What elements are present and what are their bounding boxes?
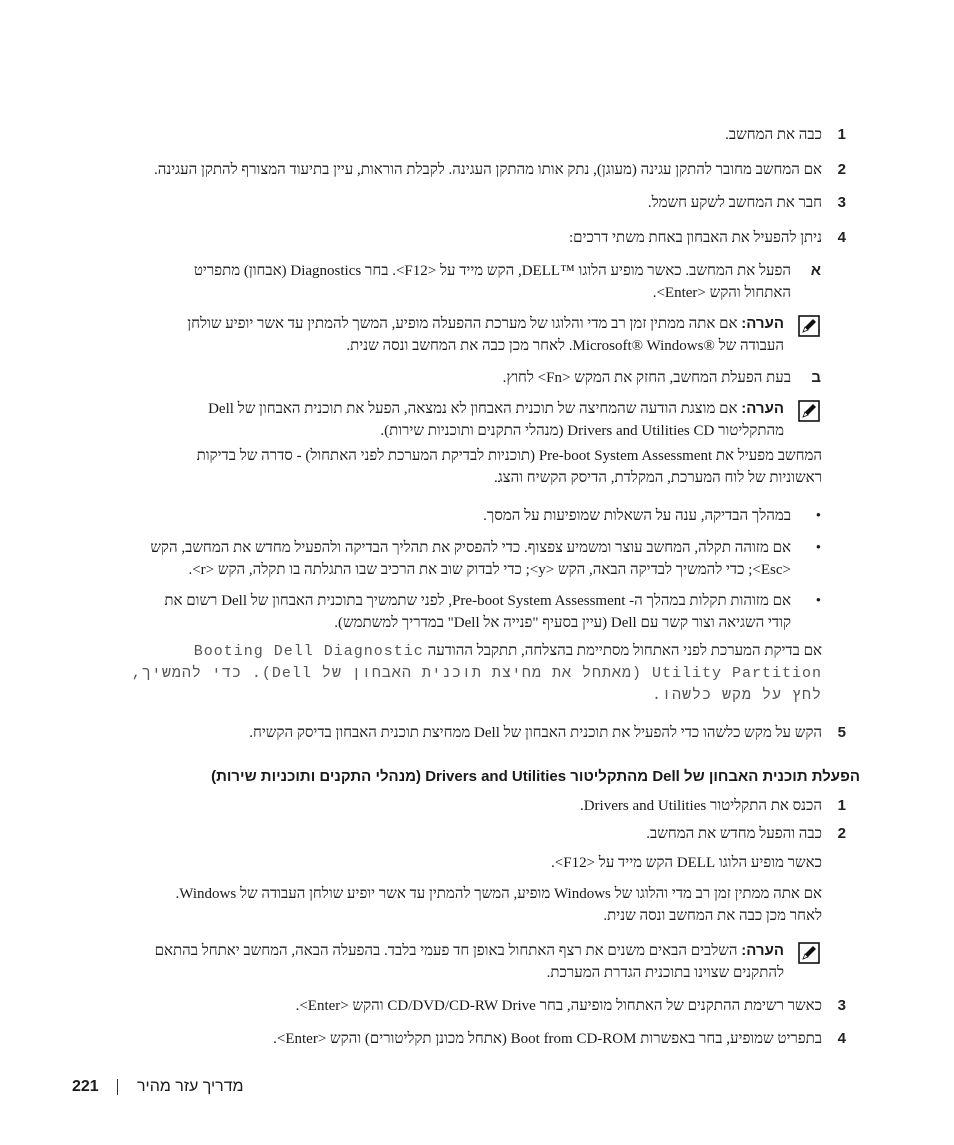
bullet-line: במהלך הבדיקה, ענה על השאלות שמופיעות על המסך. xyxy=(483,508,791,524)
sub-step-line: הפעל את המחשב. כאשר מופיע הלוגו ™DELL, הקש מייד על <F12>. בחר Diagnostics (אבחון) מתפריט xyxy=(193,263,791,279)
mono-message: Utility Partition (מאתחל את מחיצת תוכנית האבחון של Dell). כדי להמשיך, xyxy=(131,665,822,682)
paragraph-line: אם בדיקת המערכת לפני האתחול מסתיימת בהצלחה, תתקבל ההודעה xyxy=(427,643,822,659)
sub-letter: א xyxy=(810,262,821,279)
paragraph-logo xyxy=(120,852,822,874)
step-number: 5 xyxy=(837,724,846,741)
footer-divider xyxy=(117,1079,118,1095)
step-4 xyxy=(120,227,846,249)
step-text: כאשר רשימת ההתקנים של האתחול מופיעה, בחר CD/DVD/CD-RW Drive והקש <Enter>. xyxy=(295,998,822,1014)
step-text: חבר את המחשב לשקע חשמל. xyxy=(647,195,822,211)
mono-message: Booting Dell Diagnostic xyxy=(193,643,424,660)
note-1 xyxy=(120,313,784,357)
bullet-line: אם מזוהות תקלות במהלך ה- Pre-boot System Assessment, לפני שתמשיך בתוכנית האבחון של Dell רשום את xyxy=(164,593,791,609)
step-number: 2 xyxy=(837,161,846,178)
step-3 xyxy=(120,192,846,214)
bullet-line: קודי השגיאה וצור קשר עם Dell (עיין בסעיף "פנייה אל Dell" במדריך למשתמש). xyxy=(334,615,791,631)
note-text: מהתקליטור Drivers and Utilities CD (מנהלי התקנים ותוכניות שירות). xyxy=(380,423,784,439)
sub-step-b xyxy=(120,367,821,389)
step-number: 4 xyxy=(837,229,846,246)
note-text: העבודה של ®Microsoft® Windows. לאחר מכן כבה את המחשב ונסה שנית. xyxy=(346,338,784,354)
step-text: בתפריט שמופיע, בחר באפשרות Boot from CD-ROM (אתחל מכונן תקליטורים) והקש <Enter>. xyxy=(273,1031,822,1047)
paragraph-line: לאחר מכן כבה את המחשב ונסה שנית. xyxy=(603,908,822,924)
step-1-bottom xyxy=(120,795,846,817)
note-pencil-icon xyxy=(798,942,820,964)
step-text: כבה את המחשב. xyxy=(725,127,822,143)
note-label: הערה: xyxy=(741,400,784,417)
note-label: הערה: xyxy=(741,315,784,332)
note-text: להתקנים שצוינו בתוכנית הגדרת המערכת. xyxy=(546,965,784,981)
footer-title: מדריך עזר מהיר xyxy=(137,1078,244,1095)
step-2 xyxy=(100,159,846,181)
step-number: 2 xyxy=(837,825,846,842)
note-2 xyxy=(120,398,784,442)
note-label: הערה: xyxy=(741,942,784,959)
step-text: ניתן להפעיל את האבחון באחת משתי דרכים: xyxy=(569,230,822,246)
bullet-dot: • xyxy=(815,593,821,609)
bullet-dot: • xyxy=(815,540,821,556)
sub-step-line: האתחול והקש <Enter>. xyxy=(652,285,791,301)
paragraph-booting xyxy=(130,640,822,707)
step-number: 4 xyxy=(837,1030,846,1047)
step-text: אם המחשב מחובר להתקן עגינה (מעוגן), נתק אותו מהתקן העגינה. לקבלת הוראות, עיין בתיעוד המצורף להתקן העגינה. xyxy=(153,162,822,178)
step-2-bottom xyxy=(120,823,846,845)
paragraph-line: כאשר מופיע הלוגו DELL הקש מייד על <F12>. xyxy=(551,855,822,871)
step-text: הקש על מקש כלשהו כדי להפעיל את תוכנית האבחון של Dell ממחיצת תוכנית האבחון בדיסק הקשיח. xyxy=(249,725,822,741)
step-text: הכנס את התקליטור Drivers and Utilities. xyxy=(579,798,822,814)
note-3 xyxy=(90,940,784,984)
step-1 xyxy=(120,124,846,146)
sub-letter: ב xyxy=(811,369,821,386)
step-4-bottom xyxy=(120,1028,846,1050)
note-pencil-icon xyxy=(798,315,820,337)
sub-step-a xyxy=(120,260,821,304)
step-number: 1 xyxy=(837,126,846,143)
step-number: 1 xyxy=(837,797,846,814)
bullet-line: <Esc>; כדי להמשיך לבדיקה הבאה, הקש <y>; כדי לבדוק שוב את הרכיב שבו התגלתה בו תקלה, הקש <r>. xyxy=(188,562,791,578)
note-pencil-icon xyxy=(798,400,820,422)
step-5 xyxy=(120,722,846,744)
paragraph-wait xyxy=(100,883,822,927)
note-text: אם מוצגת הודעה שהמחיצה של תוכנית האבחון לא נמצאה, הפעל את תוכנית האבחון של Dell xyxy=(208,401,738,417)
section-heading: הפעלת תוכנית האבחון של Dell מהתקליטור Drivers and Utilities (מנהלי התקנים ותוכניות שירות) xyxy=(211,768,860,785)
step-number: 3 xyxy=(837,997,846,1014)
paragraph-line: ראשוניות של לוח המערכת, המקלדת, הדיסק הקשיח והצג. xyxy=(494,470,822,486)
bullet-line: אם מזוהה תקלה, המחשב עוצר ומשמיע צפצוף. כדי להפסיק את תהליך הבדיקה ולהפעיל מחדש את המחשב, הקש xyxy=(150,540,791,556)
bullet-item xyxy=(120,537,821,581)
bullet-item xyxy=(120,505,821,527)
bullet-dot: • xyxy=(815,508,821,524)
step-number: 3 xyxy=(837,194,846,211)
note-text: אם אתה ממתין זמן רב מדי והלוגו של מערכת ההפעלה מופיע, המשך להמתין עד אשר יופיע שולחן xyxy=(187,316,738,332)
paragraph-line: המחשב מפעיל את Pre-boot System Assessment (תוכניות לבדיקת המערכת לפני האתחול) - סדרה של בדיקות xyxy=(196,448,822,464)
bullet-item xyxy=(100,590,821,634)
sub-step-text: בעת הפעלת המחשב, החזק את המקש <Fn> לחוץ. xyxy=(502,370,791,386)
paragraph-pre-boot xyxy=(120,445,822,489)
paragraph-line: אם אתה ממתין זמן רב מדי והלוגו של Windows מופיע, המשך להמתין עד אשר יופיע שולחן העבודה של Windows. xyxy=(175,886,822,902)
step-3-bottom xyxy=(120,995,846,1017)
mono-message: לחץ על מקש כלשהו. xyxy=(651,687,822,704)
note-text: השלבים הבאים משנים את רצף האתחול באופן חד פעמי בלבד. בהפעלה הבאה, המחשב יאתחל בהתאם xyxy=(154,943,738,959)
step-text: כבה והפעל מחדש את המחשב. xyxy=(646,826,822,842)
page-number: 221 xyxy=(72,1078,99,1095)
